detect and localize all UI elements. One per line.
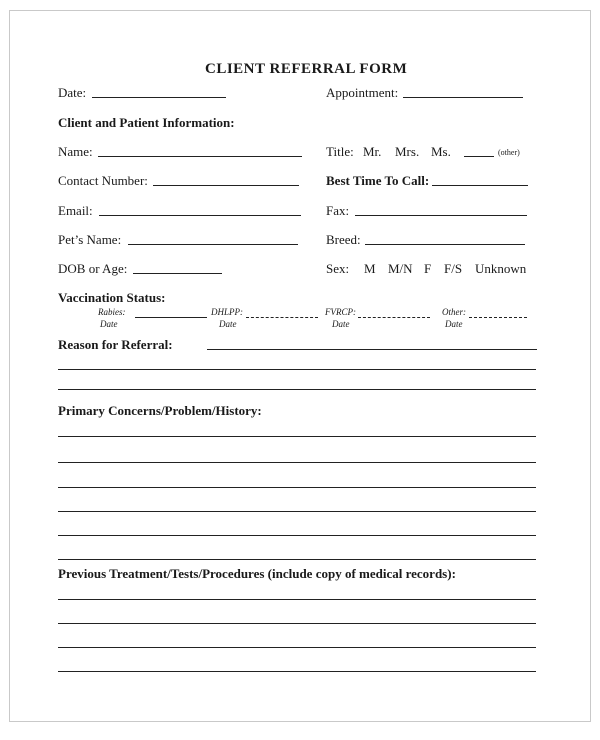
appointment-field[interactable] bbox=[403, 97, 523, 98]
sex-option-f[interactable]: F bbox=[424, 261, 432, 276]
contact-field[interactable] bbox=[153, 185, 299, 186]
title-option-ms[interactable]: Ms. bbox=[431, 144, 451, 159]
dob-field[interactable] bbox=[133, 273, 222, 274]
contact-label: Contact Number: bbox=[58, 173, 148, 188]
reason-line-1[interactable] bbox=[207, 349, 537, 350]
vaccine-rabies-date-label: Date bbox=[100, 319, 118, 329]
vaccine-other-label: Other: bbox=[442, 307, 466, 317]
pet-name-label: Pet’s Name: bbox=[58, 232, 122, 247]
concerns-line-4[interactable] bbox=[58, 511, 536, 512]
sex-option-mn[interactable]: M/N bbox=[388, 261, 413, 276]
form-title: CLIENT REFERRAL FORM bbox=[205, 61, 408, 77]
previous-line-1[interactable] bbox=[58, 599, 536, 600]
name-label: Name: bbox=[58, 144, 93, 159]
sex-label: Sex: bbox=[326, 261, 350, 276]
email-field[interactable] bbox=[99, 215, 301, 216]
sex-option-unknown[interactable]: Unknown bbox=[475, 261, 527, 276]
breed-field[interactable] bbox=[365, 244, 525, 245]
sex-option-fs[interactable]: F/S bbox=[444, 261, 463, 276]
title-other-field[interactable] bbox=[464, 156, 494, 157]
vaccine-other-date-label: Date bbox=[445, 319, 463, 329]
name-field[interactable] bbox=[98, 156, 302, 157]
date-field[interactable] bbox=[92, 97, 226, 98]
referral-form-page bbox=[9, 10, 591, 722]
vaccine-fvrcp-label: FVRCP: bbox=[325, 307, 356, 317]
title-option-mrs[interactable]: Mrs. bbox=[395, 144, 420, 159]
reason-label: Reason for Referral: bbox=[58, 337, 173, 352]
fax-field[interactable] bbox=[355, 215, 527, 216]
title-option-mr[interactable]: Mr. bbox=[363, 144, 382, 159]
dob-label: DOB or Age: bbox=[58, 261, 128, 276]
concerns-line-2[interactable] bbox=[58, 462, 536, 463]
reason-line-3[interactable] bbox=[58, 389, 536, 390]
vaccine-dhlpp-field[interactable] bbox=[246, 317, 318, 318]
previous-line-3[interactable] bbox=[58, 647, 536, 648]
concerns-line-3[interactable] bbox=[58, 487, 536, 488]
vaccine-dhlpp-label: DHLPP: bbox=[211, 307, 243, 317]
vaccine-fvrcp-field[interactable] bbox=[358, 317, 430, 318]
reason-line-2[interactable] bbox=[58, 369, 536, 370]
appointment-label: Appointment: bbox=[326, 85, 399, 100]
fax-label: Fax: bbox=[326, 203, 350, 218]
previous-treatment-label: Previous Treatment/Tests/Procedures (include copy of medical records): bbox=[58, 566, 456, 581]
concerns-line-1[interactable] bbox=[58, 436, 536, 437]
vaccine-fvrcp-date-label: Date bbox=[332, 319, 350, 329]
title-other-label: (other) bbox=[498, 148, 520, 157]
vaccine-other-field[interactable] bbox=[469, 317, 527, 318]
client-section-heading: Client and Patient Information: bbox=[58, 115, 235, 130]
vaccine-rabies-label: Rabies: bbox=[98, 307, 126, 317]
vaccine-dhlpp-date-label: Date bbox=[219, 319, 237, 329]
concerns-label: Primary Concerns/Problem/History: bbox=[58, 403, 262, 418]
concerns-line-6[interactable] bbox=[58, 559, 536, 560]
date-label: Date: bbox=[58, 85, 87, 100]
concerns-line-5[interactable] bbox=[58, 535, 536, 536]
sex-option-m[interactable]: M bbox=[364, 261, 376, 276]
breed-label: Breed: bbox=[326, 232, 361, 247]
vaccine-rabies-field[interactable] bbox=[135, 317, 207, 318]
pet-name-field[interactable] bbox=[128, 244, 298, 245]
vaccination-section-heading: Vaccination Status: bbox=[58, 290, 166, 305]
best-time-label: Best Time To Call: bbox=[326, 173, 430, 188]
best-time-field[interactable] bbox=[432, 185, 528, 186]
previous-line-2[interactable] bbox=[58, 623, 536, 624]
email-label: Email: bbox=[58, 203, 93, 218]
title-label: Title: bbox=[326, 144, 354, 159]
previous-line-4[interactable] bbox=[58, 671, 536, 672]
